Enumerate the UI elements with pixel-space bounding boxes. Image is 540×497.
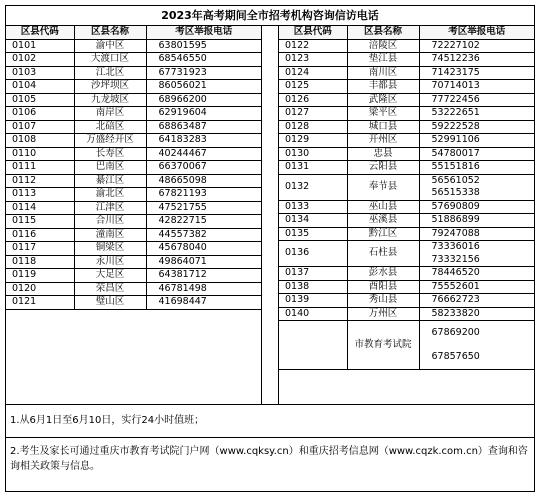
- phone-number: 66370067: [158, 161, 207, 172]
- phone-number: 73336016: [431, 241, 480, 252]
- phone-number: 58233820: [431, 307, 480, 319]
- phone-number: 67869200: [431, 327, 480, 338]
- district-name-cell: 彭水县: [347, 267, 419, 281]
- phone-cell: [419, 227, 534, 241]
- tables-area: [6, 26, 534, 405]
- district-name-cell: 潼南区: [74, 228, 146, 242]
- phone-number: 63801595: [158, 39, 207, 51]
- table-row: [6, 255, 261, 269]
- district-code-cell: 0139: [279, 294, 347, 308]
- phone-number: 78446520: [431, 267, 480, 278]
- phone-number: 70714013: [431, 80, 480, 91]
- table-row: [6, 147, 261, 161]
- district-code-cell: 0103: [6, 66, 74, 80]
- header-phone: 考区举报电话: [419, 26, 534, 39]
- district-name-cell: 垫江县: [347, 53, 419, 67]
- district-code-cell: 0123: [279, 53, 347, 67]
- phone-cell: [146, 39, 261, 53]
- header-name: 区县名称: [74, 26, 146, 39]
- district-code-cell: 0124: [279, 66, 347, 80]
- table-row: [279, 93, 534, 107]
- district-code-cell: 0113: [6, 188, 74, 202]
- district-name-cell: 大渡口区: [74, 53, 146, 67]
- phone-number: 56561052: [431, 174, 480, 186]
- header-name: 区县名称: [347, 26, 419, 39]
- phone-cell: [146, 296, 261, 310]
- table-row: [6, 66, 261, 80]
- phone-cell: [146, 282, 261, 296]
- phone-number: 67821193: [158, 188, 207, 199]
- table-row: [6, 93, 261, 107]
- district-name-cell: 沙坪坝区: [74, 80, 146, 94]
- district-code-cell: 0104: [6, 80, 74, 94]
- table-row: [279, 294, 534, 308]
- phone-cell: [419, 321, 534, 370]
- district-name-cell: 江津区: [74, 201, 146, 215]
- district-code-cell: [279, 321, 347, 370]
- district-name-cell: 九龙坡区: [74, 93, 146, 107]
- phone-cell: [419, 39, 534, 53]
- district-name-cell: 市教育考试院: [347, 321, 419, 370]
- phone-cell: [419, 161, 534, 175]
- phone-cell: [146, 147, 261, 161]
- phone-number: 71423175: [431, 66, 480, 78]
- district-code-cell: 0115: [6, 215, 74, 229]
- district-name-cell: 万州区: [347, 307, 419, 321]
- phone-cell: [419, 93, 534, 107]
- header-phone: 考区举报电话: [146, 26, 261, 39]
- district-code-cell: 0126: [279, 93, 347, 107]
- phone-cell: [419, 107, 534, 121]
- phone-cell: [419, 267, 534, 281]
- phone-number: 67731923: [158, 66, 207, 78]
- district-name-cell: 开州区: [347, 134, 419, 148]
- district-name-cell: 忠县: [347, 147, 419, 161]
- phone-number: 73332156: [431, 253, 480, 265]
- header-row: [6, 26, 261, 39]
- table-row: [6, 53, 261, 67]
- district-name-cell: 璧山区: [74, 296, 146, 310]
- district-name-cell: 合川区: [74, 215, 146, 229]
- table-row: [6, 269, 261, 283]
- phone-cell: [146, 269, 261, 283]
- district-code-cell: 0136: [279, 241, 347, 267]
- table-row: [6, 242, 261, 256]
- phone-number: 41698447: [158, 296, 207, 307]
- district-name-cell: 秀山县: [347, 294, 419, 308]
- phone-number: 67857650: [431, 351, 480, 362]
- table-row: [279, 39, 534, 53]
- district-code-cell: 0114: [6, 201, 74, 215]
- phone-number: 74512236: [431, 53, 480, 64]
- district-name-cell: 丰都县: [347, 80, 419, 94]
- table-row: [279, 200, 534, 214]
- district-name-cell: 北碚区: [74, 120, 146, 134]
- phone-number: 79247088: [431, 227, 480, 239]
- table-divider: [261, 26, 279, 404]
- district-name-cell: 云阳县: [347, 161, 419, 175]
- phone-cell: [419, 134, 534, 148]
- district-code-cell: 0112: [6, 174, 74, 188]
- table-row: [279, 107, 534, 121]
- district-name-cell: 渝北区: [74, 188, 146, 202]
- phone-number: 51886899: [431, 214, 480, 225]
- district-code-cell: 0122: [279, 39, 347, 53]
- district-code-cell: 0108: [6, 134, 74, 148]
- district-code-cell: 0135: [279, 227, 347, 241]
- phone-number: 52991106: [431, 134, 480, 145]
- district-code-cell: 0118: [6, 255, 74, 269]
- district-code-cell: 0111: [6, 161, 74, 175]
- phone-cell: [146, 228, 261, 242]
- left-table-column: [6, 26, 261, 404]
- district-name-cell: 永川区: [74, 255, 146, 269]
- district-name-cell: 渝中区: [74, 39, 146, 53]
- phone-cell: [419, 53, 534, 67]
- table-row: [6, 188, 261, 202]
- table-row: [6, 161, 261, 175]
- phone-number: 49864071: [158, 255, 207, 267]
- table-row: [279, 161, 534, 175]
- phone-cell: [146, 53, 261, 67]
- table-row: [6, 282, 261, 296]
- district-code-cell: 0101: [6, 39, 74, 53]
- table-row: [279, 280, 534, 294]
- district-name-cell: 奉节县: [347, 174, 419, 200]
- note-websites: 2.考生及家长可通过重庆市教育考试院门户网（www.cqksy.cn）和重庆招考信息网（www.cqzk.com.cn）查询和咨询相关政策与信息。: [10, 446, 528, 472]
- district-code-cell: 0110: [6, 147, 74, 161]
- district-code-cell: 0138: [279, 280, 347, 294]
- table-row: [279, 307, 534, 321]
- phone-cell: [146, 188, 261, 202]
- table-row: [279, 120, 534, 134]
- phone-cell: [419, 280, 534, 294]
- phone-cell: [146, 107, 261, 121]
- district-code-cell: 0119: [6, 269, 74, 283]
- table-row: [6, 134, 261, 148]
- district-name-cell: 梁平区: [347, 107, 419, 121]
- phone-cell: [419, 80, 534, 94]
- right-table: [279, 26, 534, 370]
- table-row: [279, 227, 534, 241]
- header-row: [279, 26, 534, 39]
- district-name-cell: 城口县: [347, 120, 419, 134]
- notes: [6, 405, 534, 474]
- district-name-cell: 石柱县: [347, 241, 419, 267]
- left-table-body: [6, 39, 261, 309]
- district-code-cell: 0120: [6, 282, 74, 296]
- table-row: [279, 214, 534, 228]
- table-row: [6, 215, 261, 229]
- phone-number: 56515338: [431, 187, 480, 198]
- right-table-body: [279, 39, 534, 370]
- district-name-cell: 铜梁区: [74, 242, 146, 256]
- phone-number: 55151816: [431, 161, 480, 172]
- phone-cell: [146, 242, 261, 256]
- district-code-cell: 0140: [279, 307, 347, 321]
- phone-number: 75552601: [431, 280, 480, 292]
- district-name-cell: 南川区: [347, 66, 419, 80]
- district-name-cell: 涪陵区: [347, 39, 419, 53]
- phone-cell: [146, 66, 261, 80]
- table-row: [279, 267, 534, 281]
- sheet-title: 2023年高考期间全市招考机构咨询信访电话: [6, 6, 534, 26]
- header-code: 区县代码: [6, 26, 74, 39]
- note-duty-hours: 1.从6月1日至6月10日，实行24小时值班；: [6, 405, 534, 438]
- district-code-cell: 0105: [6, 93, 74, 107]
- district-name-cell: 綦江区: [74, 174, 146, 188]
- district-code-cell: 0127: [279, 107, 347, 121]
- district-code-cell: 0128: [279, 120, 347, 134]
- district-code-cell: 0107: [6, 120, 74, 134]
- phone-number: 57690809: [431, 200, 480, 212]
- phone-number: 40244467: [158, 147, 207, 159]
- phone-cell: [419, 214, 534, 228]
- district-name-cell: 武隆区: [347, 93, 419, 107]
- phone-number: 44557382: [158, 228, 207, 240]
- district-code-cell: 0134: [279, 214, 347, 228]
- district-name-cell: 酉阳县: [347, 280, 419, 294]
- phone-number: 59222528: [431, 120, 480, 132]
- phone-cell: [146, 255, 261, 269]
- table-row: [6, 80, 261, 94]
- district-code-cell: 0117: [6, 242, 74, 256]
- district-name-cell: 江北区: [74, 66, 146, 80]
- phone-number: 64183283: [158, 134, 207, 145]
- phone-number: 46781498: [158, 282, 207, 294]
- phone-number: 48665098: [158, 174, 207, 186]
- district-name-cell: 巴南区: [74, 161, 146, 175]
- phone-number: 45678040: [158, 242, 207, 253]
- district-name-cell: 南岸区: [74, 107, 146, 121]
- table-row: [279, 134, 534, 148]
- district-name-cell: 巫溪县: [347, 214, 419, 228]
- phone-cell: [146, 174, 261, 188]
- district-code-cell: 0121: [6, 296, 74, 310]
- phone-cell: [146, 93, 261, 107]
- table-row: [6, 201, 261, 215]
- phone-number: 53222651: [431, 107, 480, 118]
- phone-cell: [419, 147, 534, 161]
- phone-cell: [146, 201, 261, 215]
- phone-cell: [419, 66, 534, 80]
- phone-cell: [419, 200, 534, 214]
- district-code-cell: 0131: [279, 161, 347, 175]
- phone-number: 77722456: [431, 93, 480, 105]
- phone-number: 54780017: [431, 147, 480, 159]
- phone-number: 72227102: [431, 39, 480, 51]
- phone-cell: [419, 120, 534, 134]
- phone-cell: [419, 174, 534, 200]
- phone-cell: [419, 307, 534, 321]
- phone-cell: [146, 215, 261, 229]
- right-table-column: [279, 26, 534, 404]
- table-row: [6, 107, 261, 121]
- table-row: [6, 39, 261, 53]
- district-code-cell: 0116: [6, 228, 74, 242]
- header-code: 区县代码: [279, 26, 347, 39]
- hotline-sheet: [5, 5, 535, 492]
- district-code-cell: 0102: [6, 53, 74, 67]
- district-name-cell: 长寿区: [74, 147, 146, 161]
- district-code-cell: 0137: [279, 267, 347, 281]
- phone-number: 64381712: [158, 269, 207, 280]
- phone-cell: [419, 241, 534, 267]
- phone-number: 42822715: [158, 215, 207, 226]
- phone-cell: [146, 134, 261, 148]
- district-name-cell: 大足区: [74, 269, 146, 283]
- table-row: [279, 53, 534, 67]
- district-code-cell: 0125: [279, 80, 347, 94]
- phone-number: 68863487: [158, 120, 207, 132]
- table-row: [6, 120, 261, 134]
- phone-number: 62919604: [158, 107, 207, 118]
- phone-number: 76662723: [431, 294, 480, 305]
- phone-cell: [146, 120, 261, 134]
- district-name-cell: 万盛经开区: [74, 134, 146, 148]
- district-code-cell: 0130: [279, 147, 347, 161]
- district-code-cell: 0133: [279, 200, 347, 214]
- table-row: [279, 147, 534, 161]
- phone-number: 68966200: [158, 93, 207, 105]
- district-name-cell: 黔江区: [347, 227, 419, 241]
- table-row: [279, 66, 534, 80]
- district-code-cell: 0132: [279, 174, 347, 200]
- phone-cell: [146, 80, 261, 94]
- left-table: [6, 26, 261, 310]
- district-code-cell: 0106: [6, 107, 74, 121]
- phone-number: 68546550: [158, 53, 207, 64]
- phone-number: 47521755: [158, 201, 207, 213]
- phone-cell: [419, 294, 534, 308]
- district-name-cell: 荣昌区: [74, 282, 146, 296]
- district-code-cell: 0129: [279, 134, 347, 148]
- phone-number: 86056021: [158, 80, 207, 91]
- district-name-cell: 巫山县: [347, 200, 419, 214]
- table-row: [279, 80, 534, 94]
- phone-cell: [146, 161, 261, 175]
